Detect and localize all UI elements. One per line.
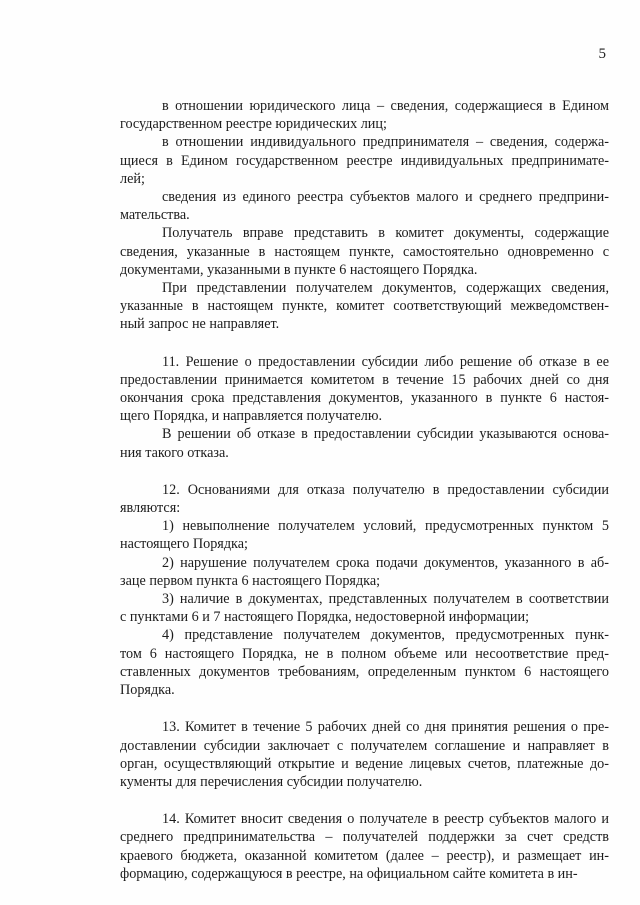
text-line: являются: bbox=[120, 500, 181, 517]
text-line: ния такого отказа. bbox=[120, 444, 229, 461]
paragraph bbox=[120, 590, 609, 626]
paragraph bbox=[120, 353, 609, 426]
paragraph bbox=[120, 425, 609, 461]
text-line: государственном реестре юридических лиц; bbox=[120, 116, 387, 133]
text-line: ставленных документов требованиям, определенным пунктом 6 настоящего bbox=[120, 663, 609, 680]
paragraph bbox=[120, 517, 609, 553]
paragraph bbox=[120, 718, 609, 791]
text-line: При представлении получателем документов, содержащих сведения, bbox=[162, 280, 609, 297]
paragraph bbox=[120, 224, 609, 279]
text-line: 12. Основаниями для отказа получателю в предоставлении субсидии bbox=[162, 481, 609, 498]
text-line: заце первом пункта 6 настоящего Порядка; bbox=[120, 572, 381, 589]
paragraph bbox=[120, 133, 609, 188]
section-gap bbox=[120, 699, 609, 718]
text-line: В решении об отказе в предоставлении субсидии указываются основа- bbox=[162, 426, 609, 443]
text-line: краевого бюджета, оказанной комитетом (далее – реестр), и размещает ин- bbox=[120, 847, 609, 864]
page-number: 5 bbox=[598, 46, 606, 62]
text-line: документами, указанными в пункте 6 настоящего Порядка. bbox=[120, 261, 478, 278]
text-line: настоящего Порядка; bbox=[120, 536, 248, 553]
text-line: Получатель вправе представить в комитет документы, содержащие bbox=[162, 225, 609, 242]
text-line: 3) наличие в документах, представленных получателем в соответствии bbox=[162, 591, 609, 608]
paragraph bbox=[120, 626, 609, 699]
text-line: 11. Решение о предоставлении субсидии либо решение об отказе в ее bbox=[162, 353, 609, 370]
section-gap bbox=[120, 791, 609, 810]
text-line: 4) представление получателем документов, предусмотренных пунк- bbox=[162, 627, 609, 644]
paragraph bbox=[120, 481, 609, 517]
text-line: том 6 настоящего Порядка, не в полном объеме или несоответствие пред- bbox=[120, 645, 609, 662]
section-gap bbox=[120, 334, 609, 353]
text-line: окончания срока представления документов, указанного в пункте 6 настоя- bbox=[120, 390, 609, 407]
text-line: 2) нарушение получателем срока подачи документов, указанного в аб- bbox=[162, 554, 609, 571]
text-line: 14. Комитет вносит сведения о получателе в реестр субъектов малого и bbox=[162, 811, 609, 828]
text-line: орган, осуществляющий открытие и ведение лицевых счетов, платежные до- bbox=[120, 755, 609, 772]
text-line: щего Порядка, и направляется получателю. bbox=[120, 408, 383, 425]
paragraph bbox=[120, 279, 609, 334]
text-line: 13. Комитет в течение 5 рабочих дней со дня принятия решения о пре- bbox=[162, 719, 609, 736]
text-line: щиеся в Едином государственном реестре индивидуальных предпринимате- bbox=[120, 152, 609, 169]
text-line: указанные в настоящем пункте, комитет соответствующий межведомствен- bbox=[120, 298, 609, 315]
text-line: 1) невыполнение получателем условий, предусмотренных пунктом 5 bbox=[162, 518, 609, 535]
text-line: доставлении субсидии заключает с получателем соглашение и направляет в bbox=[120, 737, 609, 754]
text-line: кументы для перечисления субсидии получателю. bbox=[120, 773, 423, 790]
paragraph bbox=[120, 554, 609, 590]
text-line: мательства. bbox=[120, 207, 190, 224]
paragraph bbox=[120, 810, 609, 883]
text-line: лей; bbox=[120, 170, 145, 187]
text-line: ный запрос не направляет. bbox=[120, 316, 280, 333]
text-line: в отношении индивидуального предпринимателя – сведения, содержа- bbox=[162, 134, 609, 151]
text-line: с пунктами 6 и 7 настоящего Порядка, недостоверной информации; bbox=[120, 609, 530, 626]
text-line: формацию, содержащуюся в реестре, на официальном сайте комитета в ин- bbox=[120, 865, 578, 882]
paragraph bbox=[120, 188, 609, 224]
document-body bbox=[120, 97, 609, 883]
text-line: предоставлении принимается комитетом в течение 15 рабочих дней со дня bbox=[120, 371, 609, 388]
text-line: сведения, указанные в настоящем пункте, самостоятельно одновременно с bbox=[120, 243, 609, 260]
text-line: в отношении юридического лица – сведения, содержащиеся в Едином bbox=[162, 98, 609, 114]
text-line: среднего предпринимательства – получателей поддержки за счет средств bbox=[120, 829, 609, 846]
text-line: Порядка. bbox=[120, 682, 175, 699]
paragraph bbox=[120, 97, 609, 133]
section-gap bbox=[120, 462, 609, 481]
text-line: сведения из единого реестра субъектов малого и среднего предприни- bbox=[162, 189, 609, 206]
